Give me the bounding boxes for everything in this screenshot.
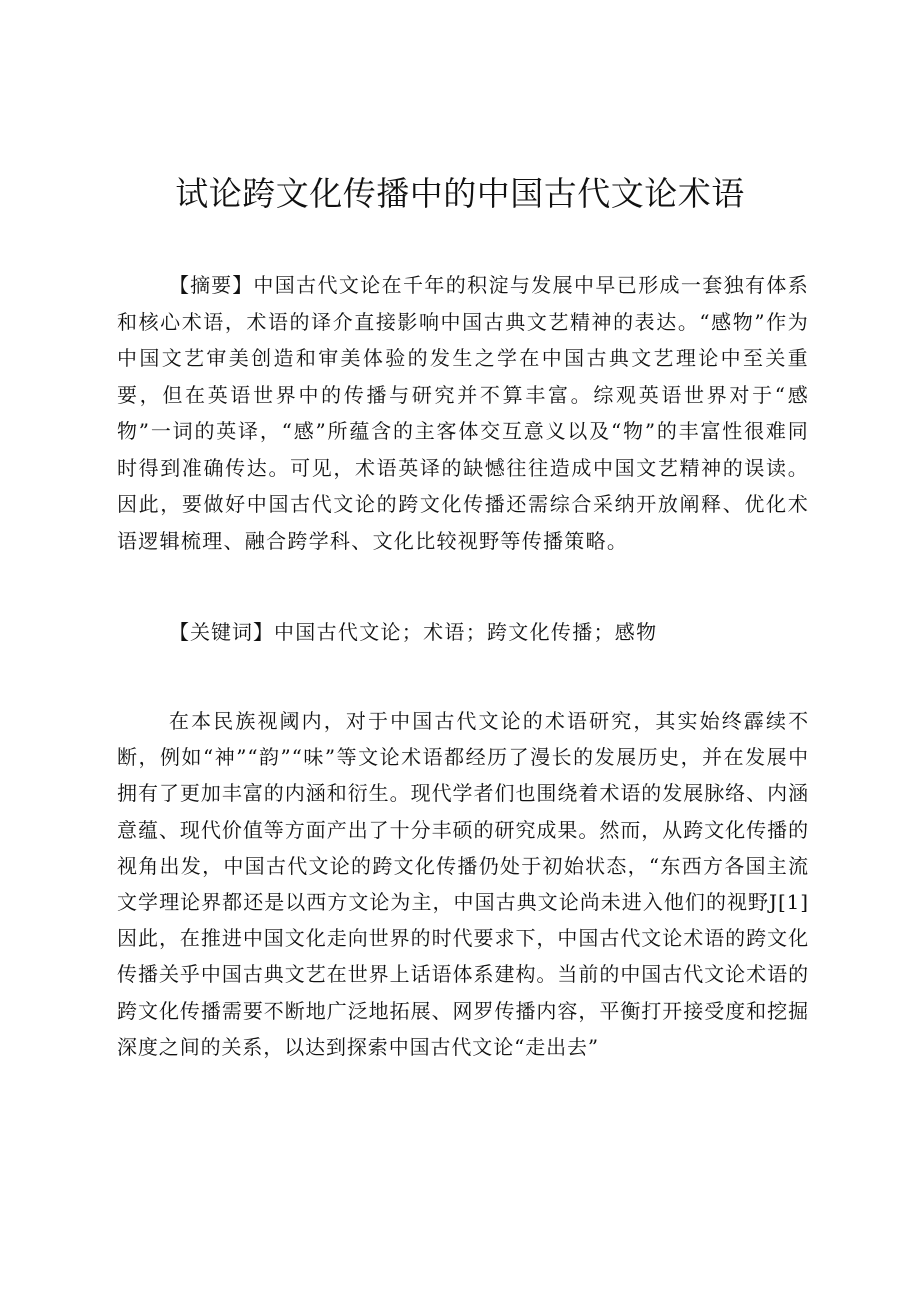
abstract-paragraph — [117, 267, 809, 559]
abstract-label: 【摘要】 — [169, 273, 254, 297]
body-paragraph: 在本民族视阈内，对于中国古代文论的术语研究，其实始终霹续不断，例如“神”“韵”“味”等文论术语都经历了漫长的发展历史，并在发展中拥有了更加丰富的内涵和衍生。现代学者们也围绕着术语的发展脉络、内涵意蕴、现代价值等方面产出了十分丰硕的研究成果。然而，从跨文化传播的视角出发，中国古代文论的跨文化传播仍处于初始状态，“东西方各国主流文学理论界都还是以西方文论为主，中国古典文论尚未进入他们的视野J[1]因此，在推进中国文化走向世界的时代要求下，中国古代文论术语的跨文化传播关乎中国古典文艺在世界上话语体系建构。当前的中国古代文论术语的跨文化传播需要不断地广泛地拓展、网罗传播内容，平衡打开接受度和挖掘深度之间的关系，以达到探索中国古代文论“走出去” — [117, 709, 809, 1059]
keywords-text: 中国古代文论；术语；跨文化传播；感物 — [274, 620, 658, 644]
keywords-label: 【关键词】 — [169, 620, 274, 644]
document-title: 试论跨文化传播中的中国古代文论术语 — [175, 174, 745, 213]
abstract-text: 中国古代文论在千年的积淀与发展中早已形成一套独有体系和核心术语，术语的译介直接影响中国古典文艺精神的表达。“感物”作为中国文艺审美创造和审美体验的发生之学在中国古典文艺理论中至关重要，但在英语世界中的传播与研究并不算丰富。综观英语世界对于“感物”一词的英译，“感”所蕴含的主客体交互意义以及“物”的丰富性很难同时得到准确传达。可见，术语英译的缺憾往往造成中国文艺精神的误读。因此，要做好中国古代文论的跨文化传播还需综合采纳开放阐释、优化术语逻辑梳理、融合跨学科、文化比较视野等传播策略。 — [117, 273, 809, 553]
keywords-paragraph — [117, 614, 809, 651]
